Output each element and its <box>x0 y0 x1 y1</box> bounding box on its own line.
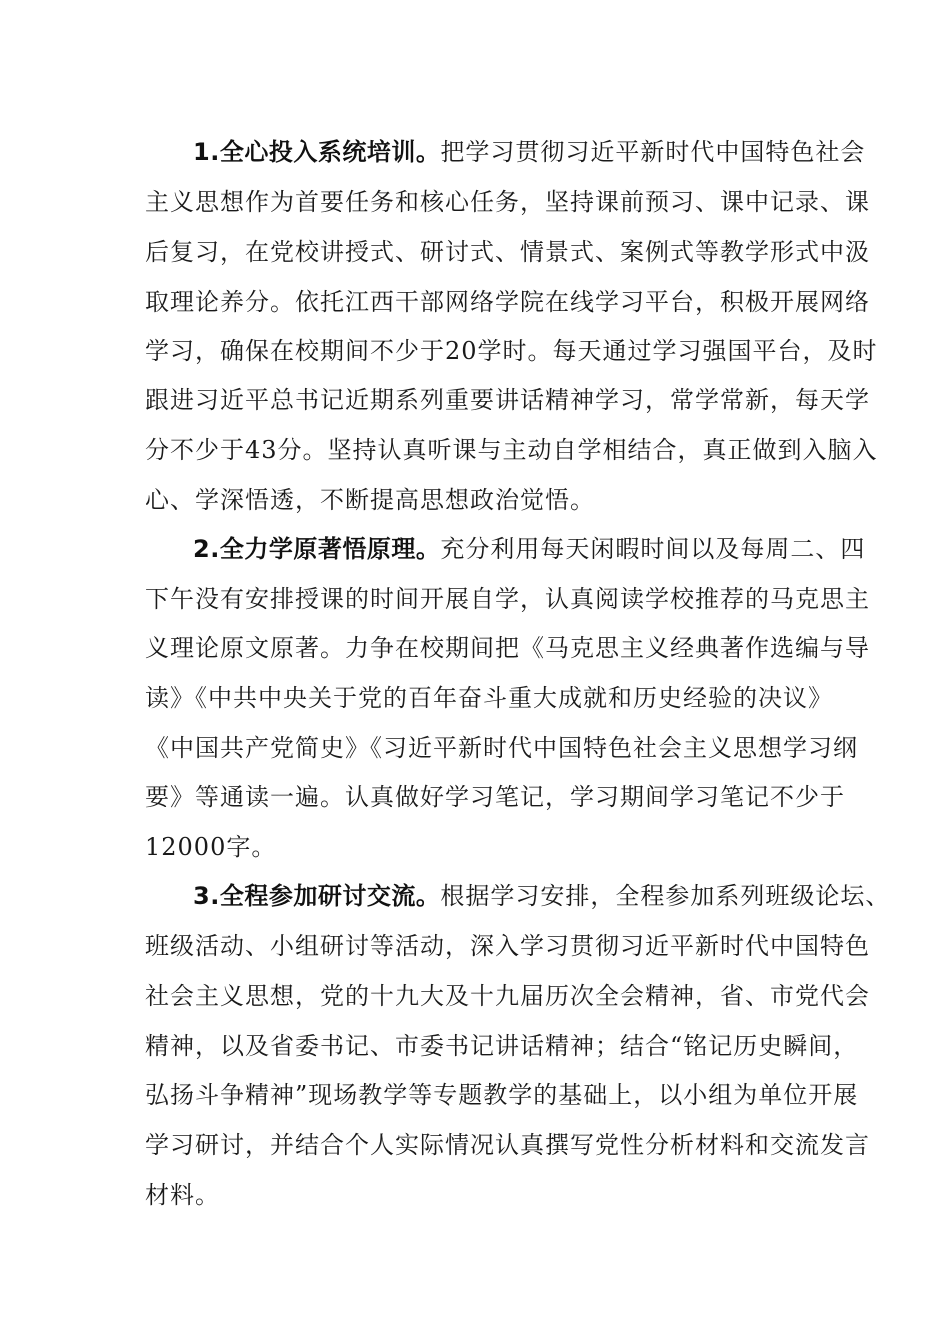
paragraph-3-heading: 3.全程参加研讨交流。 <box>193 882 441 910</box>
paragraph-1-line-8: 心、学深悟透，不断提高思想政治觉悟。 <box>145 486 595 514</box>
paragraph-1-line-6: 跟进习近平总书记近期系列重要讲话精神学习，常学常新，每天学 <box>145 386 870 414</box>
paragraph-3-line-3: 社会主义思想，党的十九大及十九届历次全会精神，省、市党代会 <box>145 982 870 1010</box>
paragraph-3-intro: 根据学习安排，全程参加系列班级论坛、 <box>440 882 891 910</box>
paragraph-3-line-1 <box>193 881 890 911</box>
paragraph-1-intro: 把学习贯彻习近平新时代中国特色社会 <box>440 138 866 166</box>
paragraph-3-line-2: 班级活动、小组研讨等活动，深入学习贯彻习近平新时代中国特色 <box>145 932 870 960</box>
paragraph-1-line-5: 学习，确保在校期间不少于20学时。每天通过学习强国平台，及时 <box>145 337 878 365</box>
paragraph-1-line-2: 主义思想作为首要任务和核心任务，坚持课前预习、课中记录、课 <box>145 188 870 216</box>
paragraph-1-line-3: 后复习，在党校讲授式、研讨式、情景式、案例式等教学形式中汲 <box>145 238 870 266</box>
paragraph-2-line-4: 读》《中共中央关于党的百年奋斗重大成就和历史经验的决议》 <box>145 684 833 712</box>
paragraph-2-intro: 充分利用每天闲暇时间以及每周二、四 <box>440 535 866 563</box>
paragraph-1-line-7: 分不少于43分。坚持认真听课与主动自学相结合，真正做到入脑入 <box>145 436 878 464</box>
paragraph-1-line-1 <box>193 137 865 167</box>
paragraph-1-heading: 1.全心投入系统培训。 <box>193 138 441 166</box>
paragraph-3-line-4: 精神，以及省委书记、市委书记讲话精神；结合“铭记历史瞬间， <box>145 1032 859 1060</box>
paragraph-2-line-7: 12000字。 <box>145 833 277 861</box>
paragraph-3-line-5: 弘扬斗争精神”现场教学等专题教学的基础上，以小组为单位开展 <box>145 1081 859 1109</box>
paragraph-3-line-6: 学习研讨，并结合个人实际情况认真撰写党性分析材料和交流发言 <box>145 1131 870 1159</box>
paragraph-2-line-2: 下午没有安排授课的时间开展自学，认真阅读学校推荐的马克思主 <box>145 585 870 613</box>
paragraph-2-line-6: 要》等通读一遍。认真做好学习笔记，学习期间学习笔记不少于 <box>145 783 845 811</box>
paragraph-2-line-3: 义理论原文原著。力争在校期间把《马克思主义经典著作选编与导 <box>145 634 870 662</box>
paragraph-1-line-4: 取理论养分。依托江西干部网络学院在线学习平台，积极开展网络 <box>145 288 870 316</box>
paragraph-2-line-1 <box>193 534 865 564</box>
paragraph-2-line-5: 《中国共产党简史》《习近平新时代中国特色社会主义思想学习纲 <box>145 734 858 762</box>
paragraph-3-line-7: 材料。 <box>145 1181 220 1209</box>
paragraph-2-heading: 2.全力学原著悟原理。 <box>193 535 441 563</box>
